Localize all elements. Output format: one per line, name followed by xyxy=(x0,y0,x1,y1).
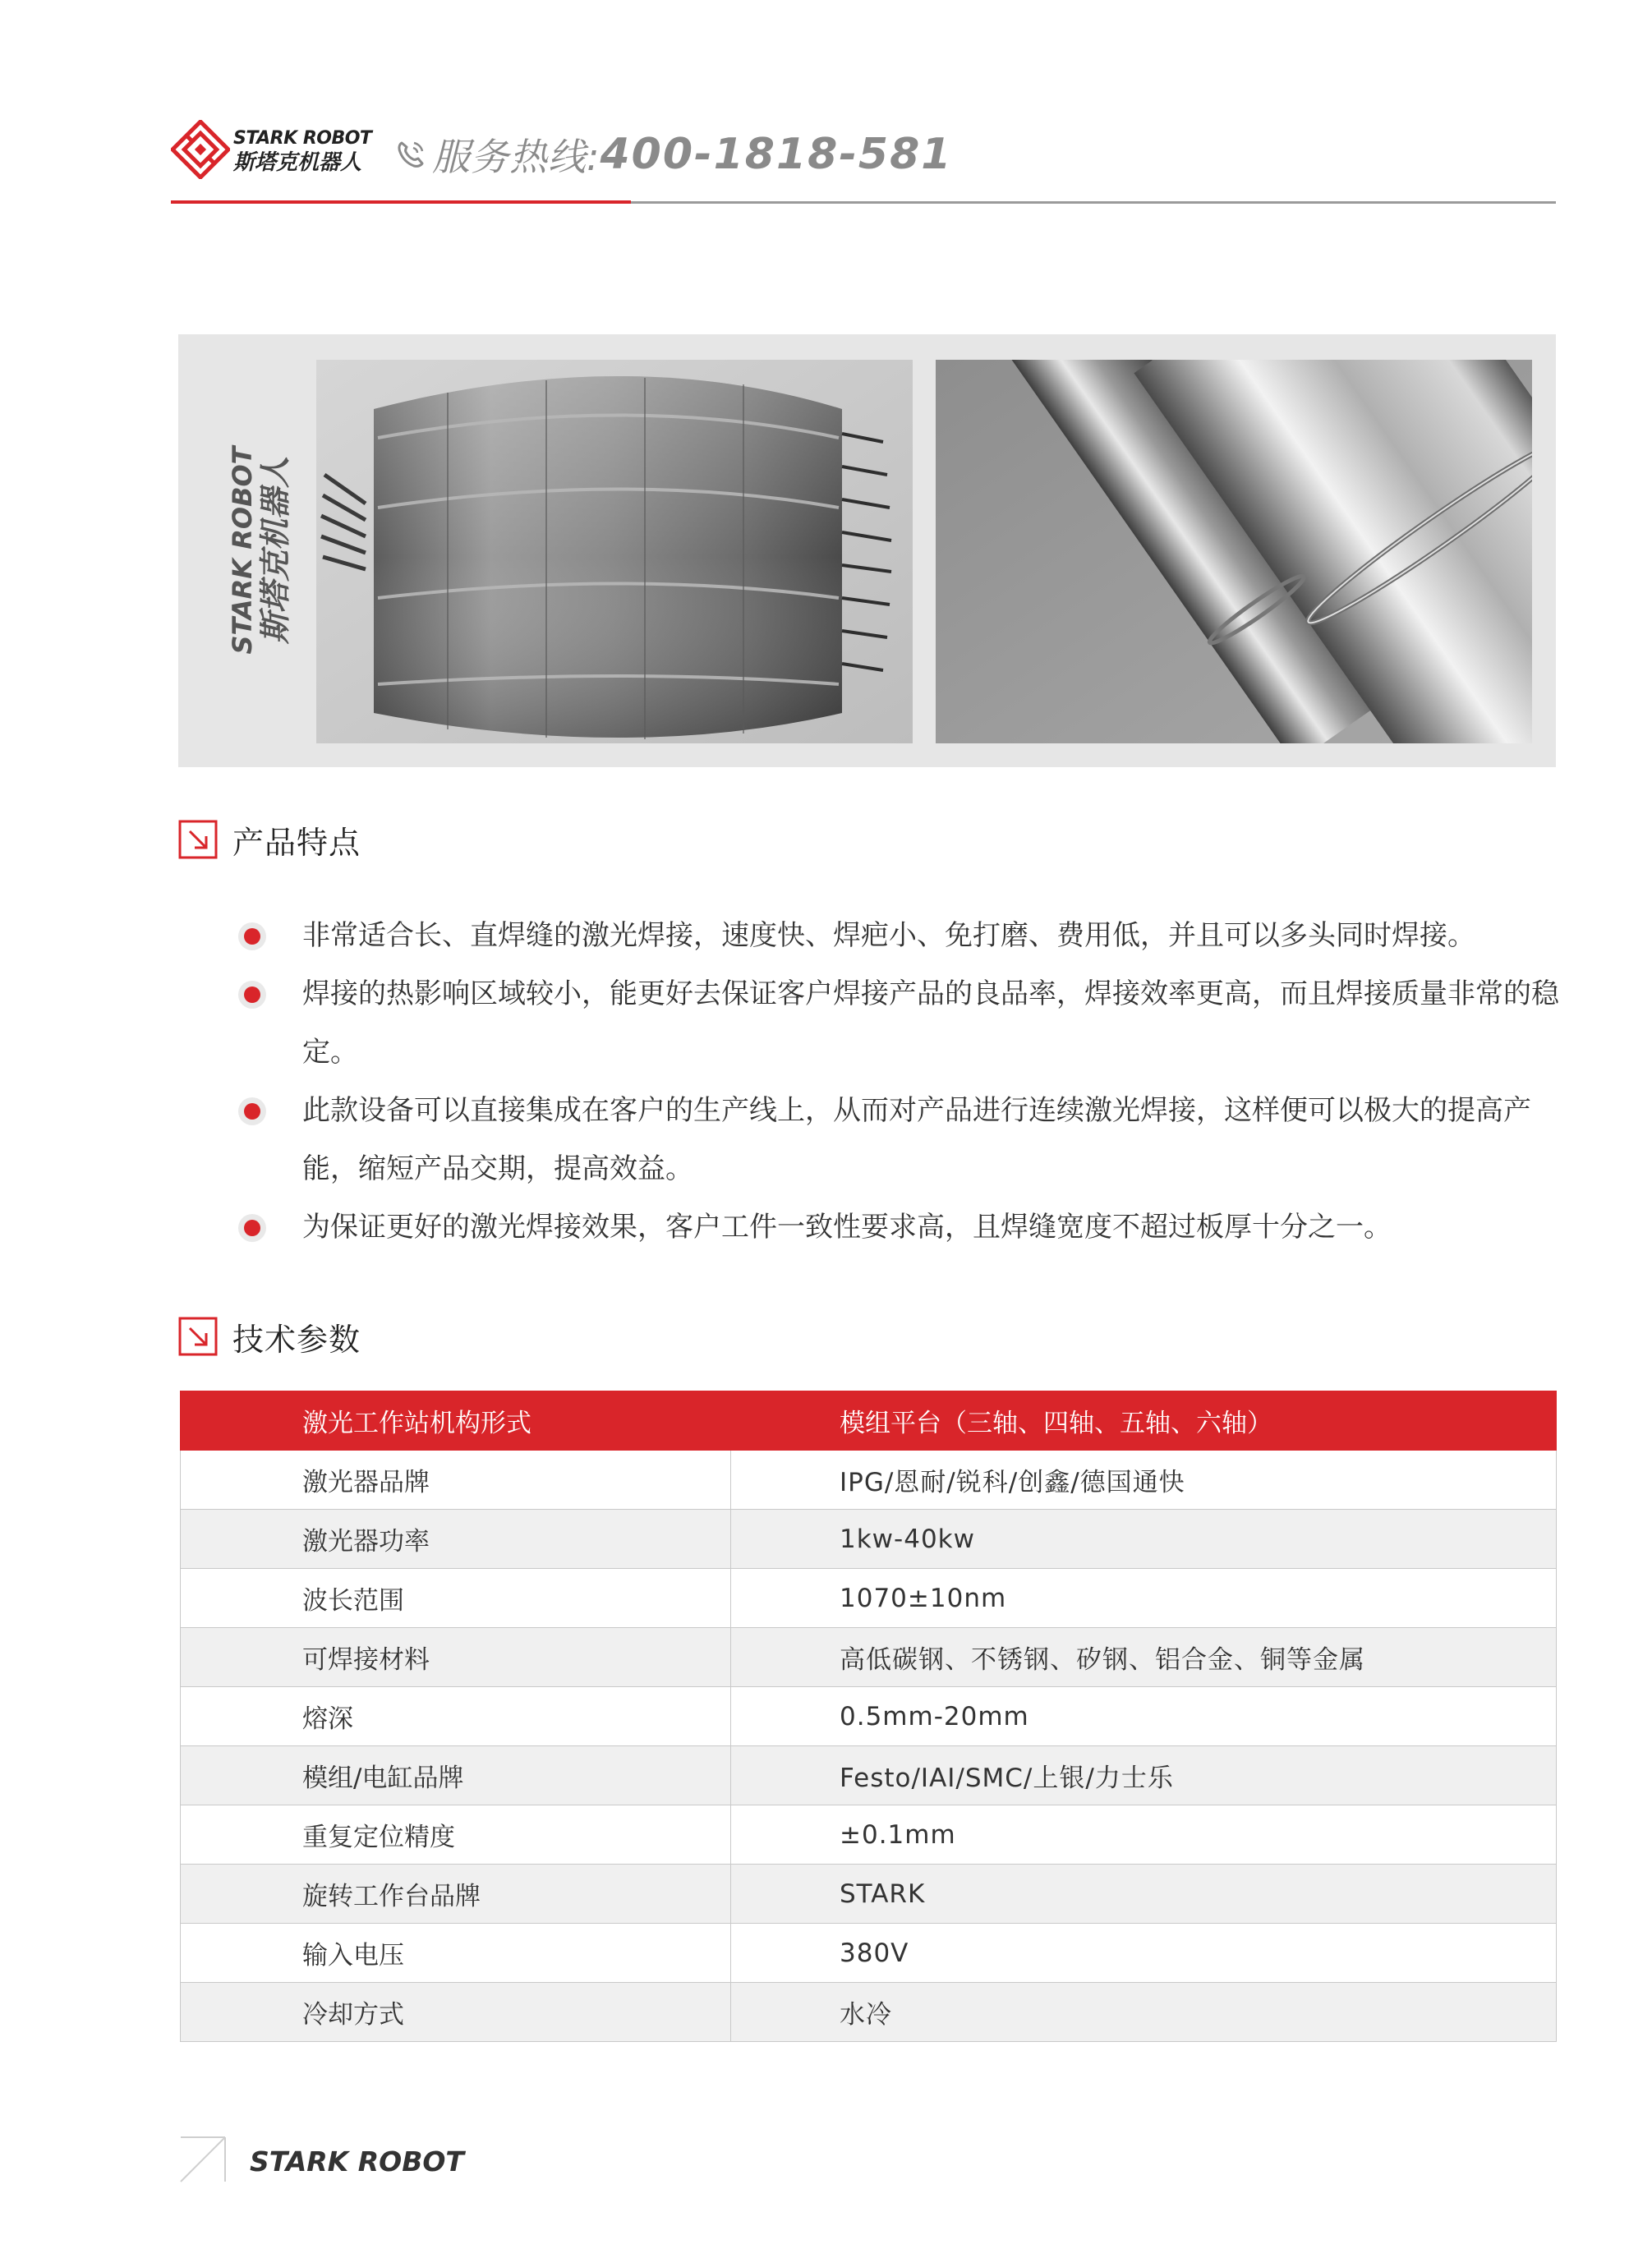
page-footer xyxy=(177,2134,539,2191)
page-header xyxy=(171,115,1556,204)
vertical-brand-en: STARK ROBOT xyxy=(227,446,258,655)
stark-robot-logo-icon xyxy=(171,120,230,179)
spec-key: 激光器功率 xyxy=(181,1510,731,1569)
table-row xyxy=(181,1746,1557,1805)
spec-value: ±0.1mm xyxy=(731,1805,1557,1865)
arrow-down-right-icon xyxy=(178,820,218,859)
specs-heading xyxy=(178,1317,361,1356)
spec-value: 1070±10nm xyxy=(731,1569,1557,1628)
service-hotline xyxy=(394,130,952,179)
feature-text: 为保证更好的激光焊接效果，客户工件一致性要求高，且焊缝宽度不超过板厚十分之一。 xyxy=(302,1211,1392,1244)
vertical-brand-cn: 斯塔克机器人 xyxy=(257,457,293,645)
feature-text: 此款设备可以直接集成在客户的生产线上，从而对产品进行连续激光焊接，这样便可以极大的提高产能，缩短产品交期，提高效益。 xyxy=(302,1094,1531,1185)
red-dot-bullet-icon xyxy=(237,1212,268,1244)
table-row xyxy=(181,1865,1557,1924)
table-row xyxy=(181,1805,1557,1865)
table-row xyxy=(181,1451,1557,1510)
red-dot-bullet-icon xyxy=(237,1096,268,1127)
brand-name-cn: 斯塔克机器人 xyxy=(233,150,362,175)
phone-icon xyxy=(394,138,427,171)
specs-title: 技术参数 xyxy=(232,1321,361,1358)
spec-value: STARK xyxy=(731,1865,1557,1924)
spec-key: 输入电压 xyxy=(181,1924,731,1983)
arrow-down-right-icon xyxy=(178,1317,218,1356)
table-row xyxy=(181,1924,1557,1983)
welded-tube-photo xyxy=(936,360,1532,743)
table-row xyxy=(181,1569,1557,1628)
hotline-number: 400-1818-581 xyxy=(600,130,953,179)
spec-key: 重复定位精度 xyxy=(181,1805,731,1865)
stator-core-photo xyxy=(316,360,913,743)
spec-value: 380V xyxy=(731,1924,1557,1983)
spec-value: IPG/恩耐/锐科/创鑫/德国通快 xyxy=(731,1451,1557,1510)
table-row xyxy=(181,1510,1557,1569)
spec-header-value: 模组平台（三轴、四轴、五轴、六轴） xyxy=(731,1391,1557,1451)
feature-list xyxy=(237,907,1559,1257)
corner-slash-mark-icon xyxy=(177,2134,228,2185)
table-row xyxy=(181,1628,1557,1687)
product-photo-panel xyxy=(178,334,1556,767)
spec-key: 熔深 xyxy=(181,1687,731,1746)
feature-text: 焊接的热影响区域较小，能更好去保证客户焊接产品的良品率，焊接效率更高，而且焊接质量非常的稳定。 xyxy=(302,977,1559,1069)
spec-key: 激光器品牌 xyxy=(181,1451,731,1510)
spec-table-header-row xyxy=(181,1391,1557,1451)
spec-key: 波长范围 xyxy=(181,1569,731,1628)
red-dot-bullet-icon xyxy=(237,921,268,952)
spec-value: 水冷 xyxy=(731,1983,1557,2042)
red-dot-bullet-icon xyxy=(237,979,268,1010)
header-divider-gray xyxy=(631,201,1556,204)
feature-item xyxy=(237,1198,1559,1257)
vertical-brand xyxy=(206,334,313,767)
spec-table xyxy=(180,1391,1557,2042)
spec-value: 1kw-40kw xyxy=(731,1510,1557,1569)
spec-key: 可焊接材料 xyxy=(181,1628,731,1687)
feature-item xyxy=(237,1082,1559,1198)
feature-item xyxy=(237,965,1559,1082)
spec-value: 0.5mm-20mm xyxy=(731,1687,1557,1746)
footer-brand: STARK ROBOT xyxy=(250,2145,464,2178)
hotline-label: 服务热线: xyxy=(432,135,601,179)
feature-item xyxy=(237,907,1559,965)
spec-key: 模组/电缸品牌 xyxy=(181,1746,731,1805)
features-title: 产品特点 xyxy=(232,824,361,861)
header-brand xyxy=(233,128,371,176)
brand-name-en: STARK ROBOT xyxy=(233,128,372,149)
features-heading xyxy=(178,820,361,859)
header-divider-red xyxy=(171,200,631,204)
feature-text: 非常适合长、直焊缝的激光焊接，速度快、焊疤小、免打磨、费用低，并且可以多头同时焊接。 xyxy=(302,919,1475,952)
spec-value: Festo/IAI/SMC/上银/力士乐 xyxy=(731,1746,1557,1805)
table-row xyxy=(181,1983,1557,2042)
spec-header-key: 激光工作站机构形式 xyxy=(181,1391,731,1451)
spec-key: 旋转工作台品牌 xyxy=(181,1865,731,1924)
table-row xyxy=(181,1687,1557,1746)
spec-key: 冷却方式 xyxy=(181,1983,731,2042)
spec-value: 高低碳钢、不锈钢、矽钢、铝合金、铜等金属 xyxy=(731,1628,1557,1687)
